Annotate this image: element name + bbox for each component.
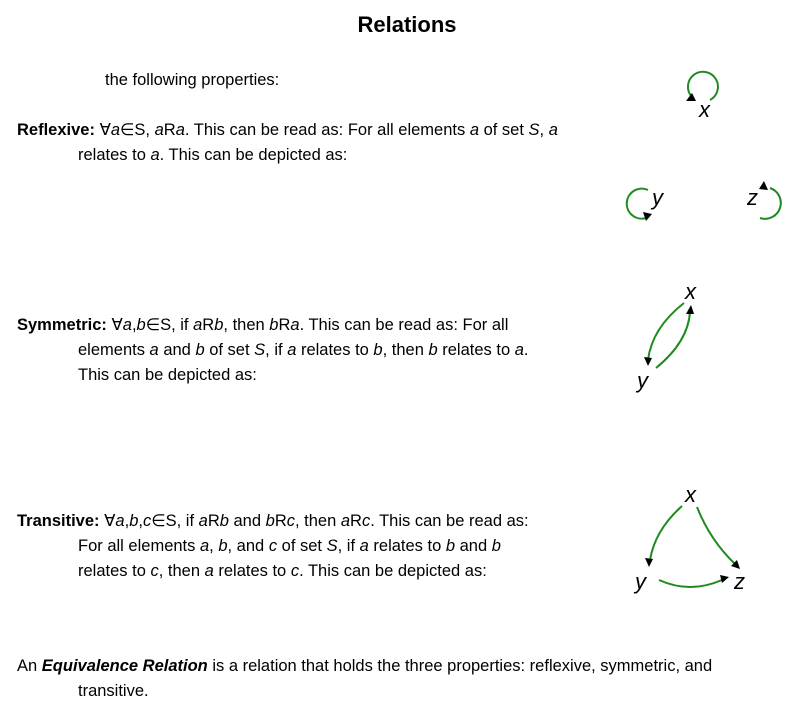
- text-span: ,: [131, 316, 137, 334]
- intro-text: the following properties:: [105, 71, 280, 89]
- reflexive-label: Reflexive:: [17, 121, 95, 139]
- text-span: ∈S, if: [151, 512, 199, 530]
- text-span: . This can be depicted as:: [159, 146, 348, 164]
- text-span: , then: [158, 562, 205, 580]
- text-span: ,: [539, 121, 549, 139]
- var-b: b: [491, 537, 501, 555]
- text-span: , if: [337, 537, 360, 555]
- text-span: elements: [78, 341, 150, 359]
- var-a: a: [199, 537, 210, 555]
- transitive-label: Transitive:: [17, 512, 100, 530]
- text-span: , and: [227, 537, 269, 555]
- text-span: . This can be read as: For all: [299, 316, 509, 334]
- var-b: b: [136, 316, 146, 334]
- var-b: b: [214, 316, 224, 334]
- var-c: c: [142, 512, 152, 530]
- relation-r: R: [207, 512, 220, 530]
- var-a: a: [204, 562, 214, 580]
- var-b: b: [195, 341, 205, 359]
- var-b: b: [218, 537, 228, 555]
- text-span: of set: [277, 537, 327, 555]
- var-a: a: [175, 121, 185, 139]
- var-a: a: [198, 512, 208, 530]
- node-y: y: [652, 185, 663, 210]
- text-span: of set: [204, 341, 255, 359]
- var-a: a: [122, 316, 132, 334]
- var-a: a: [154, 121, 164, 139]
- text-span: relates to: [368, 537, 446, 555]
- var-b: b: [445, 537, 456, 555]
- text-span: and: [158, 341, 196, 359]
- edge-x-to-z: [697, 507, 735, 564]
- text-span: relates to: [78, 562, 151, 580]
- arrowhead-x-to-y: [645, 558, 653, 567]
- symmetric-label: Symmetric:: [17, 316, 107, 334]
- var-a: a: [110, 121, 121, 139]
- var-a: a: [514, 341, 524, 359]
- text-span: ,: [138, 512, 143, 530]
- var-a: a: [193, 316, 203, 334]
- var-s: S: [326, 537, 338, 555]
- text-span: .: [523, 341, 529, 359]
- text-span: An: [17, 657, 42, 675]
- var-b: b: [428, 341, 438, 359]
- node-x: x: [685, 279, 696, 304]
- text-span: is a relation that holds the three properties: reflexive, symmetric, and: [207, 657, 713, 675]
- text-span: . This can be depicted as:: [299, 562, 487, 580]
- var-b: b: [219, 512, 229, 530]
- var-a: a: [115, 512, 125, 530]
- relation-r: R: [202, 316, 215, 334]
- equivalence-term: Equivalence Relation: [41, 657, 208, 675]
- var-s: S: [254, 341, 266, 359]
- text-span: . This can be read as: For all elements: [184, 121, 470, 139]
- text-span: . This can be read as:: [370, 512, 529, 530]
- node-x: x: [699, 97, 710, 122]
- relation-r: R: [278, 316, 291, 334]
- text-span: and: [455, 537, 492, 555]
- page-title: Relations: [357, 12, 457, 37]
- text-span: , then: [382, 341, 429, 359]
- text-span: , then: [294, 512, 341, 530]
- equivalence-line-2: transitive.: [78, 682, 149, 700]
- text-span: , if: [265, 341, 288, 359]
- relation-r: R: [274, 512, 287, 530]
- relation-r: R: [350, 512, 362, 530]
- var-a: a: [150, 146, 160, 164]
- text-span: ∀: [99, 512, 116, 530]
- var-a: a: [469, 121, 479, 139]
- edge-x-to-y: [650, 506, 682, 560]
- var-b: b: [265, 512, 275, 530]
- equivalence-line-1: [17, 654, 712, 678]
- var-a: a: [359, 537, 369, 555]
- arrowhead-y-to-z: [720, 575, 729, 583]
- var-a: a: [548, 121, 558, 139]
- var-s: S: [528, 121, 540, 139]
- text-span: ∀: [106, 316, 123, 334]
- node-y: y: [637, 368, 648, 393]
- var-c: c: [268, 537, 278, 555]
- text-span: relates to: [78, 146, 151, 164]
- var-a: a: [290, 316, 300, 334]
- relation-r: R: [163, 121, 176, 139]
- text-span: relates to: [437, 341, 515, 359]
- var-b: b: [269, 316, 279, 334]
- node-y: y: [635, 569, 646, 594]
- var-c: c: [290, 562, 300, 580]
- var-b: b: [129, 512, 139, 530]
- node-z: z: [734, 569, 745, 594]
- symmetric-line-3: This can be depicted as:: [78, 366, 257, 384]
- node-z: z: [747, 185, 758, 210]
- text-span: of set: [479, 121, 529, 139]
- var-c: c: [286, 512, 295, 530]
- var-a: a: [340, 512, 351, 530]
- var-a: a: [287, 341, 297, 359]
- text-span: ∈S, if: [145, 316, 194, 334]
- text-span: For all elements: [78, 537, 200, 555]
- var-c: c: [361, 512, 371, 530]
- edge-y-to-z: [659, 580, 722, 587]
- forall-symbol: ∀: [99, 121, 111, 139]
- text-span: ,: [209, 537, 219, 555]
- text-span: relates to: [213, 562, 291, 580]
- var-b: b: [373, 341, 383, 359]
- var-a: a: [149, 341, 159, 359]
- text-span: ∈S,: [120, 121, 155, 139]
- text-span: and: [228, 512, 266, 530]
- text-span: , then: [223, 316, 270, 334]
- node-x: x: [685, 482, 696, 507]
- text-span: ,: [124, 512, 130, 530]
- text-span: relates to: [296, 341, 374, 359]
- var-c: c: [150, 562, 159, 580]
